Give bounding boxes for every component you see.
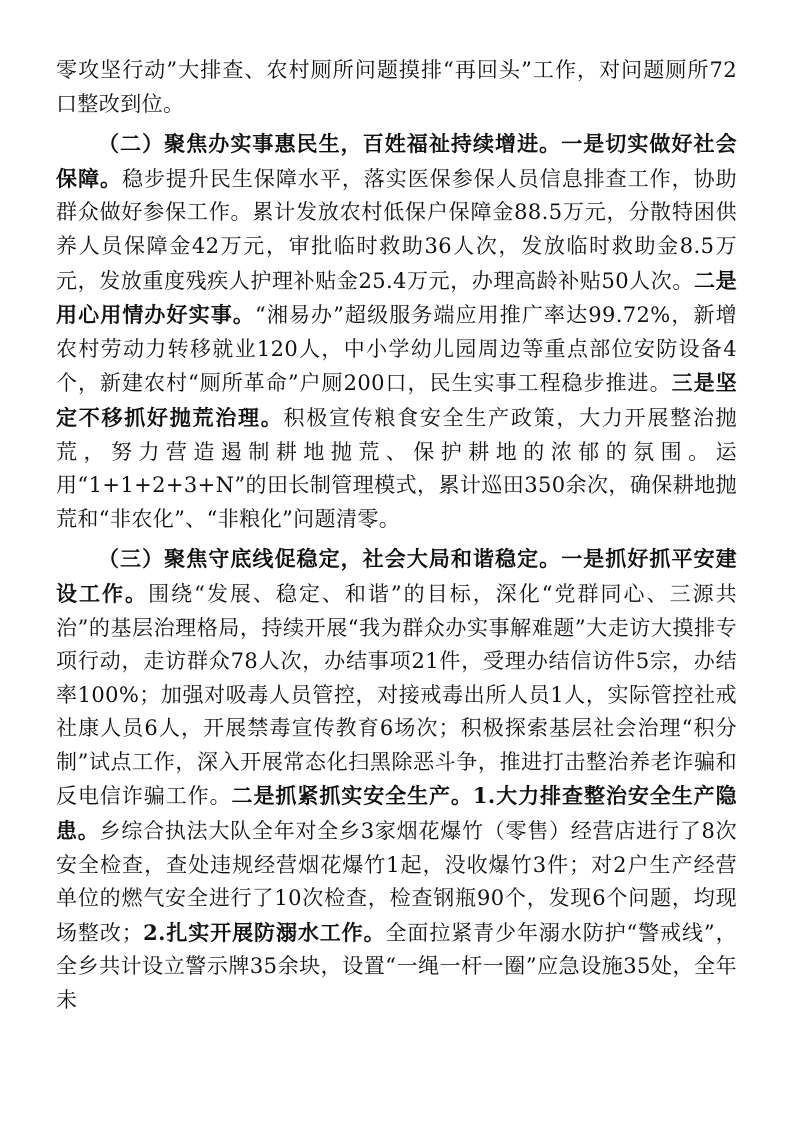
document-page bbox=[56, 0, 737, 1018]
body-text: 乡综合执法大队全年对全乡3家烟花爆竹（零售）经营店进行了8次安全检查，查处违规经营烟花爆竹1起，没收爆竹3件；对2户生产经营单位的燃气安全进行了10次检查，检查钢瓶90个，发现6个问题，均现场整改； bbox=[56, 819, 737, 945]
subheading-practical-matters: 二是用心用情办好实事。 bbox=[56, 267, 737, 328]
body-text: 围绕“发展、稳定、和谐”的目标，深化“党群同心、三源共治”的基层治理格局，持续开展“我为群众办实事解难题”大走访大摸排专项行动，走访群众78人次，办结事项21件，受理办结信访件5宗，办结率100%；加强对吸毒人员管控，对接戒毒出所人员1人，实际管控社戒社康人员6人，开展禁毒宣传教育6场次；积极探索基层社会治理“积分制”试点工作，深入开展常态化扫黑除恶斗争，推进打击整治养老诈骗和反电信诈骗工作。 bbox=[56, 581, 737, 809]
subheading-safety-production: 二是抓紧抓实安全生产。1.大力排查整治安全生产隐患。 bbox=[56, 783, 737, 844]
body-text: 稳步提升民生保障水平，落实医保参保人员信息排查工作，协助群众做好参保工作。累计发放农村低保户保障金88.5万元，分散特困供养人员保障金42万元，审批临时救助36人次，发放临时救助金8.5万元，发放重度残疾人护理补贴金25.4万元，办理高龄补贴50人次。 bbox=[56, 166, 738, 293]
paragraph-stability bbox=[56, 542, 737, 1017]
section-heading-two: （二）聚焦办实事惠民生，百姓福祉持续增进。一是切实做好社会保障。 bbox=[56, 131, 737, 191]
body-text: “湘易办”超级服务端应用推广率达99.72%，新增农村劳动力转移就业120人，中小学幼儿园周边等重点部位安防设备4个，新建农村“厕所革命”户厕200口，民生实事工程稳步推进。 bbox=[56, 303, 737, 396]
section-heading-three: （三）聚焦守底线促稳定，社会大局和谐稳定。一是抓好抓平安建设工作。 bbox=[56, 546, 737, 606]
body-text: 零攻坚行动”大排查、农村厕所问题摸排“再回头”工作，对问题厕所72口整改到位。 bbox=[56, 58, 737, 116]
paragraph-toilet-rectification bbox=[56, 0, 737, 121]
body-text: 全面拉紧青少年溺水防护“警戒线”，全乡共计设立警示牌35余块，设置“一绳一杆一圈”应急设施35处，全年未 bbox=[56, 920, 737, 1013]
body-text: 积极宣传粮食安全生产政策，大力开展整治抛荒，努力营造遏制耕地抛荒、保护耕地的浓郁的氛围。运用“1+1+2+3+N”的田长制管理模式，累计巡田350余次，确保耕地抛荒和“非农化”、“非粮化”问题清零。 bbox=[56, 405, 738, 531]
subheading-abandoned-land: 三是坚定不移抓好抛荒治理。 bbox=[56, 370, 737, 430]
subheading-drowning-prevention: 2.扎实开展防溺水工作。 bbox=[143, 919, 386, 945]
paragraph-livelihood bbox=[56, 127, 737, 536]
